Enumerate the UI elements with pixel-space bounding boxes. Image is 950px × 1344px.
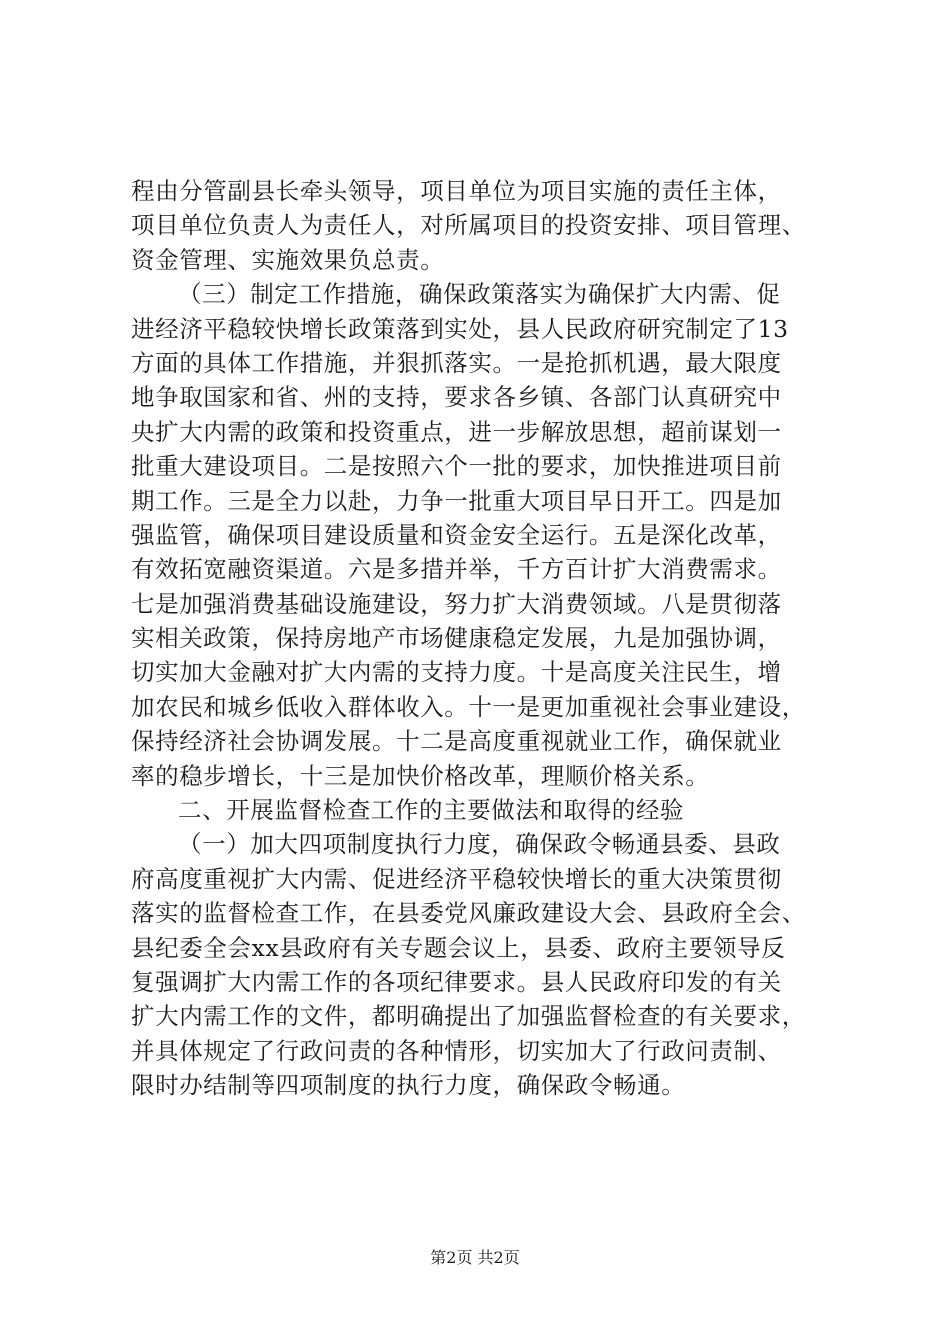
text-line: 进经济平稳较快增长政策落到实处，县人民政府研究制定了13	[131, 314, 789, 343]
text-line: 七是加强消费基础设施建设，努力扩大消费领域。八是贯彻落	[131, 589, 782, 618]
text-line: 并具体规定了行政问责的各种情形，切实加大了行政问责制、	[131, 1036, 782, 1065]
text-line: 有效拓宽融资渠道。六是多措并举，千方百计扩大消费需求。	[131, 555, 782, 584]
text-line: 加农民和城乡低收入群体收入。十一是更加重视社会事业建设，	[131, 692, 806, 721]
text-line: 实相关政策，保持房地产市场健康稳定发展，九是加强协调，	[131, 624, 782, 653]
text-line: 批重大建设项目。二是按照六个一批的要求，加快推进项目前	[131, 452, 782, 481]
text-line: 保持经济社会协调发展。十二是高度重视就业工作，确保就业	[131, 727, 782, 756]
text-line: 县纪委全会xx县政府有关专题会议上，县委、政府主要领导反	[131, 933, 786, 962]
text-line: 切实加大金融对扩大内需的支持力度。十是高度关注民生，增	[131, 658, 782, 687]
text-line: 央扩大内需的政策和投资重点，进一步解放思想，超前谋划一	[131, 417, 782, 446]
text-line: 扩大内需工作的文件，都明确提出了加强监督检查的有关要求，	[131, 1002, 806, 1031]
section-heading: 二、开展监督检查工作的主要做法和取得的经验	[178, 796, 685, 825]
text-line: 项目单位负责人为责任人，对所属项目的投资安排、项目管理、	[131, 211, 806, 240]
document-body	[131, 174, 843, 1103]
text-line: 期工作。三是全力以赴，力争一批重大项目早日开工。四是加	[131, 486, 782, 515]
text-line: 强监管，确保项目建设质量和资金安全运行。五是深化改革，	[131, 520, 782, 549]
page-number-footer: 第2页 共2页	[430, 1248, 520, 1267]
text-line: 复强调扩大内需工作的各项纪律要求。县人民政府印发的有关	[131, 967, 782, 996]
text-line: 落实的监督检查工作，在县委党风廉政建设大会、县政府全会、	[131, 899, 806, 928]
text-line: 限时办结制等四项制度的执行力度，确保政令畅通。	[131, 1071, 686, 1100]
paragraph-start-line: （三）制定工作措施，确保政策落实为确保扩大内需、促	[178, 280, 781, 309]
text-line: 程由分管副县长牵头领导，项目单位为项目实施的责任主体，	[131, 177, 782, 205]
text-line: 方面的具体工作措施，并狠抓落实。一是抢抓机遇，最大限度	[131, 348, 782, 377]
text-line: 资金管理、实施效果负总责。	[131, 245, 445, 274]
paragraph-start-line: （一）加大四项制度执行力度，确保政令畅通县委、县政	[178, 830, 781, 859]
text-line: 率的稳步增长，十三是加快价格改革，理顺价格关系。	[131, 761, 710, 790]
text-line: 地争取国家和省、州的支持，要求各乡镇、各部门认真研究中	[131, 383, 782, 412]
text-line: 府高度重视扩大内需、促进经济平稳较快增长的重大决策贯彻	[131, 864, 782, 893]
